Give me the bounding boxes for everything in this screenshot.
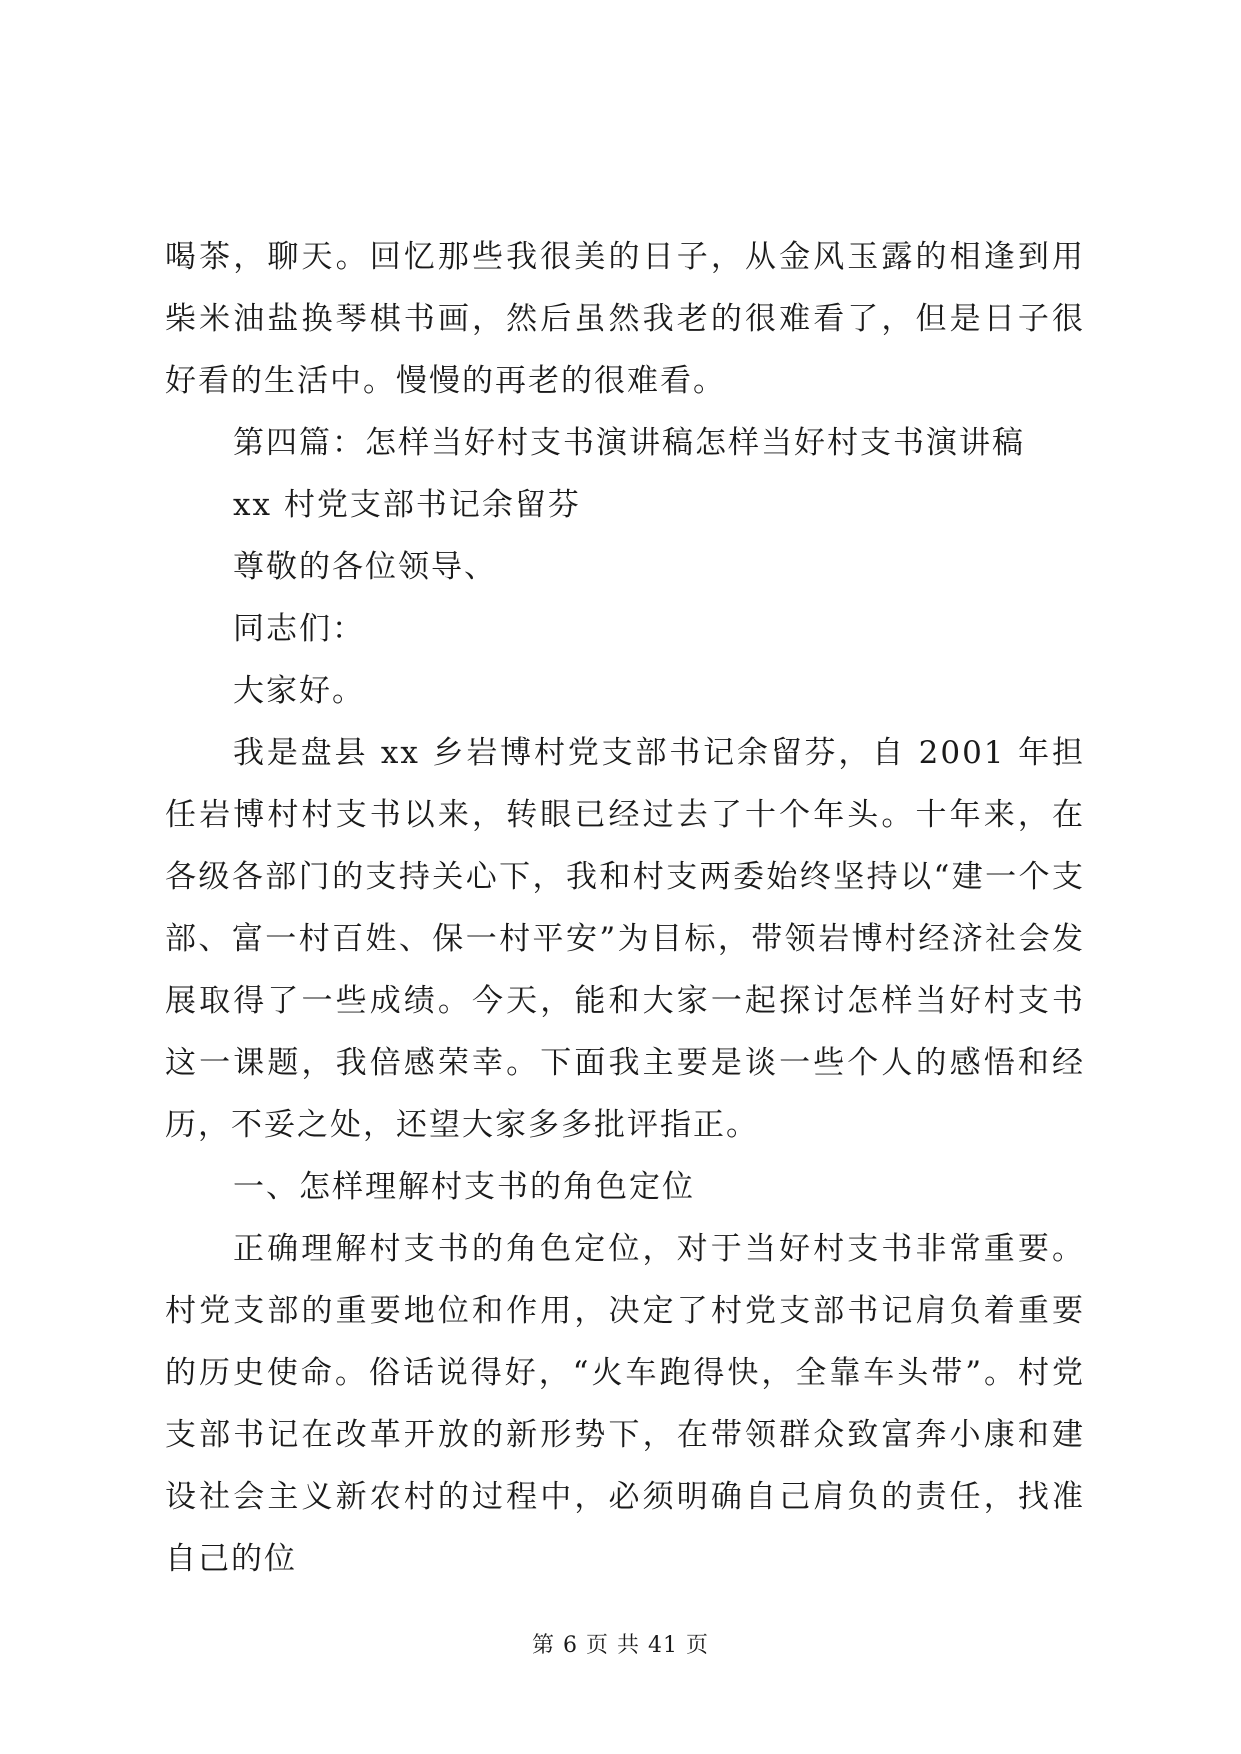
paragraph: 正确理解村支书的角色定位，对于当好村支书非常重要。村党支部的重要地位和作用，决定了村党支部书记肩负着重要的历史使命。俗话说得好，“火车跑得快，全靠车头带”。村党支部书记在改革开放的新形势下，在带领群众致富奔小康和建设社会主义新农村的过程中，必须明确自己肩负的责任，找准自己的位 [165, 1231, 1085, 1577]
author-line: xx 村党支部书记余留芬 [233, 487, 581, 523]
salutation-line: 同志们： [233, 611, 365, 647]
page-number-footer: 第 6 页 共 41 页 [532, 1633, 709, 1658]
paragraph: 我是盘县 xx 乡岩博村党支部书记余留芬，自 2001 年担任岩博村村支书以来，转眼已经过去了十个年头。十年来，在各级各部门的支持关心下，我和村支两委始终坚持以“建一个支部、富一村百姓、保一村平安”为目标，带领岩博村经济社会发展取得了一些成绩。今天，能和大家一起探讨怎样当好村支书这一课题，我倍感荣幸。下面我主要是谈一些个人的感悟和经历，不妥之处，还望大家多多批评指正。 [165, 735, 1085, 1143]
section-heading: 第四篇：怎样当好村支书演讲稿怎样当好村支书演讲稿 [233, 425, 1025, 461]
subsection-heading: 一、怎样理解村支书的角色定位 [233, 1169, 695, 1205]
document-body [165, 226, 1085, 1590]
salutation-line: 尊敬的各位领导、 [233, 549, 497, 585]
greeting-line: 大家好。 [233, 673, 365, 709]
paragraph: 喝茶，聊天。回忆那些我很美的日子，从金风玉露的相逢到用柴米油盐换琴棋书画，然后虽然我老的很难看了，但是日子很好看的生活中。慢慢的再老的很难看。 [165, 239, 1085, 399]
